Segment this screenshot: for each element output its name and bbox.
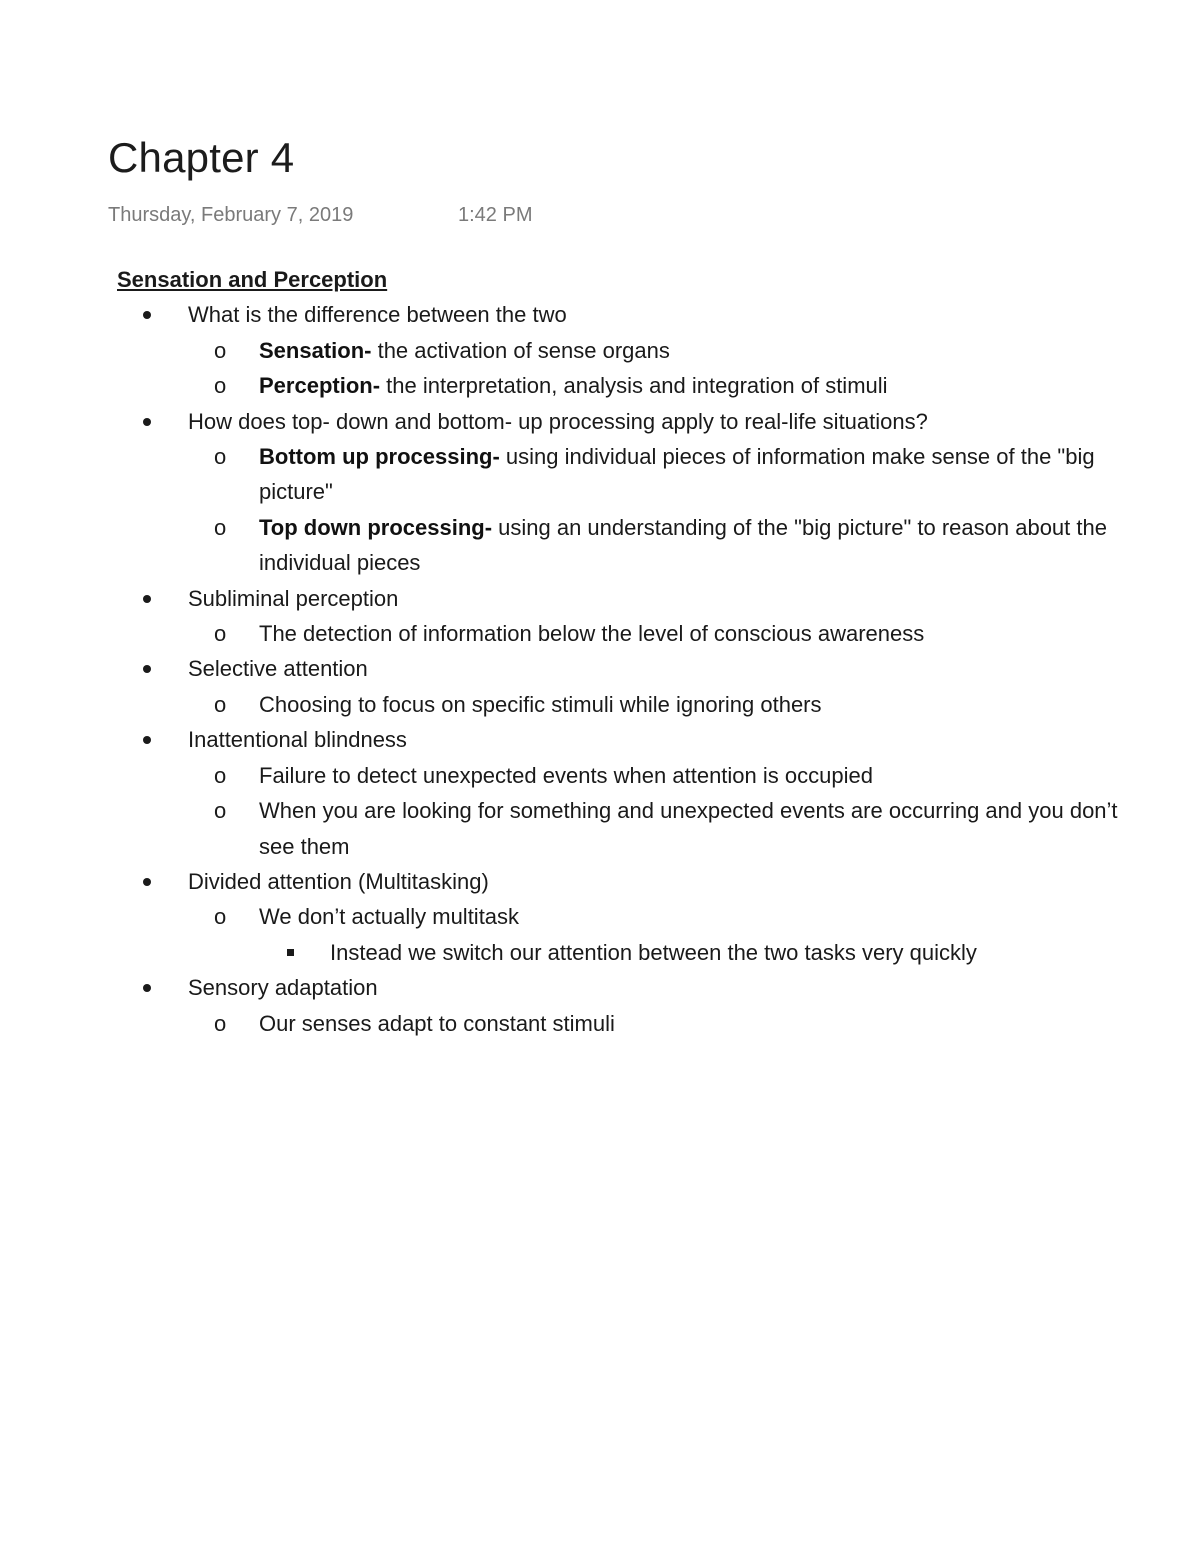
sub-list — [188, 899, 1157, 970]
bullet-icon — [143, 722, 163, 757]
definition: the activation of sense organs — [371, 337, 670, 363]
list-item-text: Selective attention — [188, 656, 368, 682]
sub-list-item — [188, 758, 1157, 793]
sub-list-item — [188, 687, 1157, 722]
sub-list-item — [188, 333, 1157, 368]
page-title: Chapter 4 — [108, 134, 295, 181]
notes-list — [117, 297, 1157, 1041]
section-heading: Sensation and Perception — [117, 267, 388, 292]
sub-sub-list-item — [259, 935, 1157, 970]
sub-list-item — [188, 616, 1157, 651]
sub-list — [188, 333, 1157, 404]
sub-sub-list-item-text: Instead we switch our attention between the two tasks very quickly — [330, 939, 977, 965]
list-item-text: Subliminal perception — [188, 585, 399, 611]
page-date: Thursday, February 7, 2019 — [108, 204, 354, 226]
list-item-text: Inattentional blindness — [188, 727, 407, 753]
circle-bullet-icon: o — [214, 444, 227, 470]
sub-list-item — [188, 899, 1157, 970]
circle-bullet-icon: o — [214, 762, 227, 788]
bullet-icon — [143, 651, 163, 686]
list-item — [117, 404, 1157, 581]
circle-bullet-icon: o — [214, 337, 227, 363]
list-item — [117, 722, 1157, 864]
sub-list-item-text: We don’t actually multitask — [259, 904, 520, 930]
definition: the interpretation, analysis and integration of stimuli — [380, 373, 888, 399]
bullet-icon — [143, 404, 163, 439]
sub-list-item — [188, 793, 1157, 864]
list-item-text: What is the difference between the two — [188, 302, 567, 328]
list-item — [117, 970, 1157, 1041]
sub-list — [188, 1006, 1157, 1041]
sub-list-item-text: Choosing to focus on specific stimuli while ignoring others — [259, 691, 822, 717]
circle-bullet-icon: o — [214, 373, 227, 399]
circle-bullet-icon: o — [214, 514, 227, 540]
circle-bullet-icon: o — [214, 691, 227, 717]
sub-list-item — [188, 510, 1157, 581]
sub-list-item-text: When you are looking for something and unexpected events are occurring and you don’t see them — [259, 798, 1118, 859]
bullet-icon — [143, 581, 163, 616]
definition: using an understanding of the "big picture" to reason about the individual pieces — [259, 514, 1107, 576]
sub-sub-list — [259, 935, 1157, 970]
sub-list-item-text: The detection of information below the level of conscious awareness — [259, 621, 925, 647]
list-item-text: Sensory adaptation — [188, 975, 378, 1001]
list-item-text: How does top- down and bottom- up processing apply to real-life situations? — [188, 408, 928, 434]
sub-list-item — [188, 439, 1157, 510]
sub-list — [188, 616, 1157, 651]
term: Perception- — [259, 373, 381, 399]
sub-list — [188, 758, 1157, 864]
term: Bottom up processing- — [259, 444, 500, 470]
notes-body — [117, 262, 1157, 1041]
sub-list-item-text: Failure to detect unexpected events when attention is occupied — [259, 762, 873, 788]
list-item-text: Divided attention (Multitasking) — [188, 868, 489, 894]
circle-bullet-icon: o — [214, 621, 227, 647]
term: Top down processing- — [259, 514, 493, 540]
sub-list-item-text: Our senses adapt to constant stimuli — [259, 1010, 615, 1036]
definition: using individual pieces of information make sense of the "big picture" — [259, 444, 1095, 505]
sub-list-item — [188, 1006, 1157, 1041]
circle-bullet-icon: o — [214, 1010, 227, 1036]
term: Sensation- — [259, 337, 372, 363]
page-time: 1:42 PM — [458, 204, 533, 226]
square-bullet-icon — [287, 935, 307, 970]
circle-bullet-icon: o — [214, 904, 227, 930]
list-item — [117, 651, 1157, 722]
list-item — [117, 297, 1157, 403]
bullet-icon — [143, 297, 163, 332]
sub-list — [188, 439, 1157, 581]
circle-bullet-icon: o — [214, 798, 227, 824]
bullet-icon — [143, 864, 163, 899]
sub-list-item — [188, 368, 1157, 403]
list-item — [117, 581, 1157, 652]
page-meta — [108, 201, 533, 229]
list-item — [117, 864, 1157, 970]
bullet-icon — [143, 970, 163, 1005]
sub-list — [188, 687, 1157, 722]
